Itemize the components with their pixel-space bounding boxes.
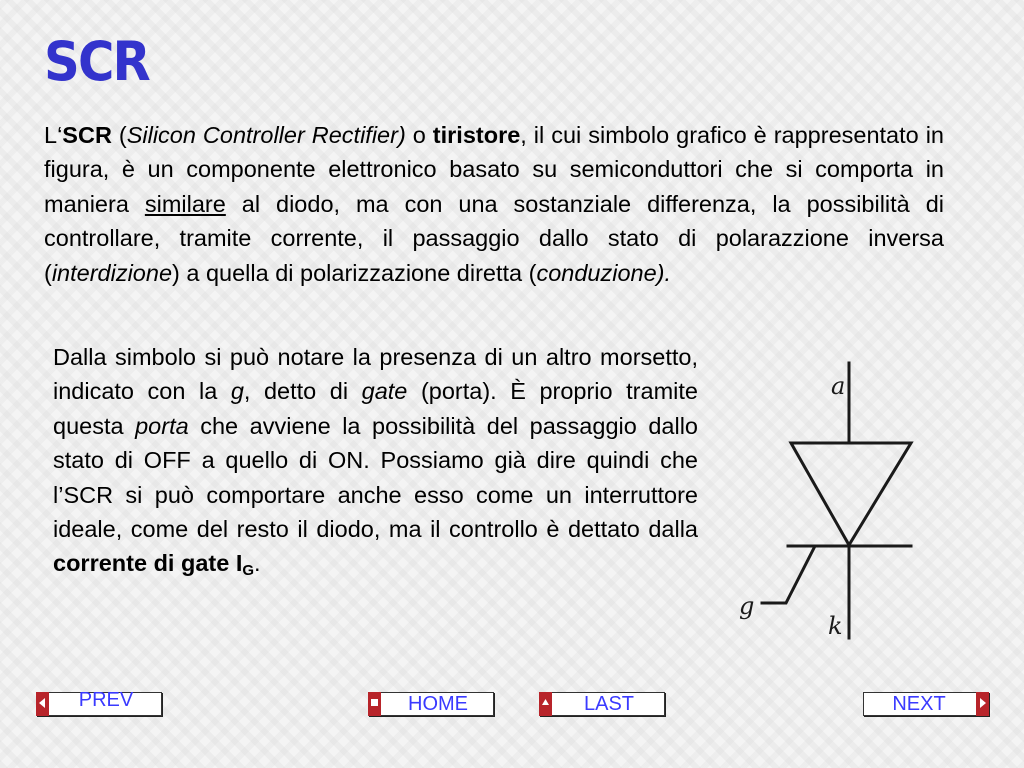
home-label: HOME bbox=[408, 693, 468, 715]
porta-term: porta bbox=[135, 412, 189, 439]
conduzione-term: conduzione). bbox=[536, 259, 672, 286]
intro-text: ) a quella di polarizzazione diretta ( bbox=[172, 259, 537, 286]
scr-symbol-diagram bbox=[720, 360, 940, 650]
scr-expansion: Silicon Controller Rectifier) bbox=[126, 122, 406, 148]
diode-triangle bbox=[791, 443, 911, 545]
gate-current-subscript: G bbox=[242, 562, 255, 580]
intro-text: , il cui simbolo grafico è rappresentato in figura, è un componente elettronico basato su semiconduttori che si comporta in maniera bbox=[44, 122, 944, 217]
last-tab bbox=[539, 692, 552, 716]
next-label: NEXT bbox=[892, 693, 946, 715]
square-home-icon bbox=[370, 698, 379, 708]
prev-tab bbox=[36, 692, 49, 716]
home-tab bbox=[368, 692, 381, 716]
arrow-left-icon bbox=[38, 698, 47, 708]
interdizione-term: interdizione bbox=[51, 259, 173, 286]
similare-term: similare bbox=[144, 190, 226, 217]
intro-text: al diodo, ma con una sostanziale differenza, la possibilità di controllare, tramite corrente, il passaggio dallo stato di polarazzione inversa ( bbox=[44, 190, 944, 286]
arrow-up-icon bbox=[541, 698, 550, 708]
intro-text: o bbox=[405, 122, 433, 148]
last-button[interactable] bbox=[539, 692, 665, 716]
gate-current-text: corrente di gate I bbox=[53, 550, 243, 577]
tiristore-term: tiristore bbox=[432, 122, 521, 148]
next-button[interactable] bbox=[863, 692, 989, 716]
anode-label: a bbox=[831, 372, 846, 400]
gate-label: g bbox=[739, 592, 755, 620]
description-paragraph bbox=[53, 340, 698, 581]
last-label: LAST bbox=[583, 693, 635, 715]
gate-term: gate bbox=[361, 378, 408, 405]
desc-text: che avviene la possibilità del passaggio dallo stato di OFF a quello di ON. Possiamo già dire quindi che l’SCR si può comportare anche esso come un interruttore ideale, come del resto il diodo, ma il controllo è dettato dalla bbox=[53, 412, 698, 543]
prev-button[interactable] bbox=[36, 689, 162, 716]
g-term: g bbox=[230, 378, 244, 405]
desc-text: . bbox=[254, 550, 261, 577]
page-title: SCR bbox=[44, 30, 149, 93]
desc-text: , detto di bbox=[243, 378, 362, 405]
cathode-label: k bbox=[828, 612, 843, 640]
scr-term: SCR bbox=[62, 122, 112, 148]
desc-text: Dalla simbolo si può notare la presenza di un altro morsetto, indicato con la bbox=[53, 344, 698, 405]
next-tab bbox=[976, 692, 989, 716]
intro-text: ( bbox=[111, 122, 127, 148]
home-button[interactable] bbox=[368, 692, 494, 716]
prev-label: PREV bbox=[78, 689, 134, 711]
desc-text: (porta). È proprio tramite questa bbox=[53, 378, 698, 439]
intro-text: L‘ bbox=[44, 122, 63, 148]
gate-lead bbox=[762, 546, 849, 603]
gate-current-term bbox=[53, 550, 255, 580]
arrow-right-icon bbox=[978, 698, 987, 708]
intro-paragraph bbox=[44, 118, 944, 290]
